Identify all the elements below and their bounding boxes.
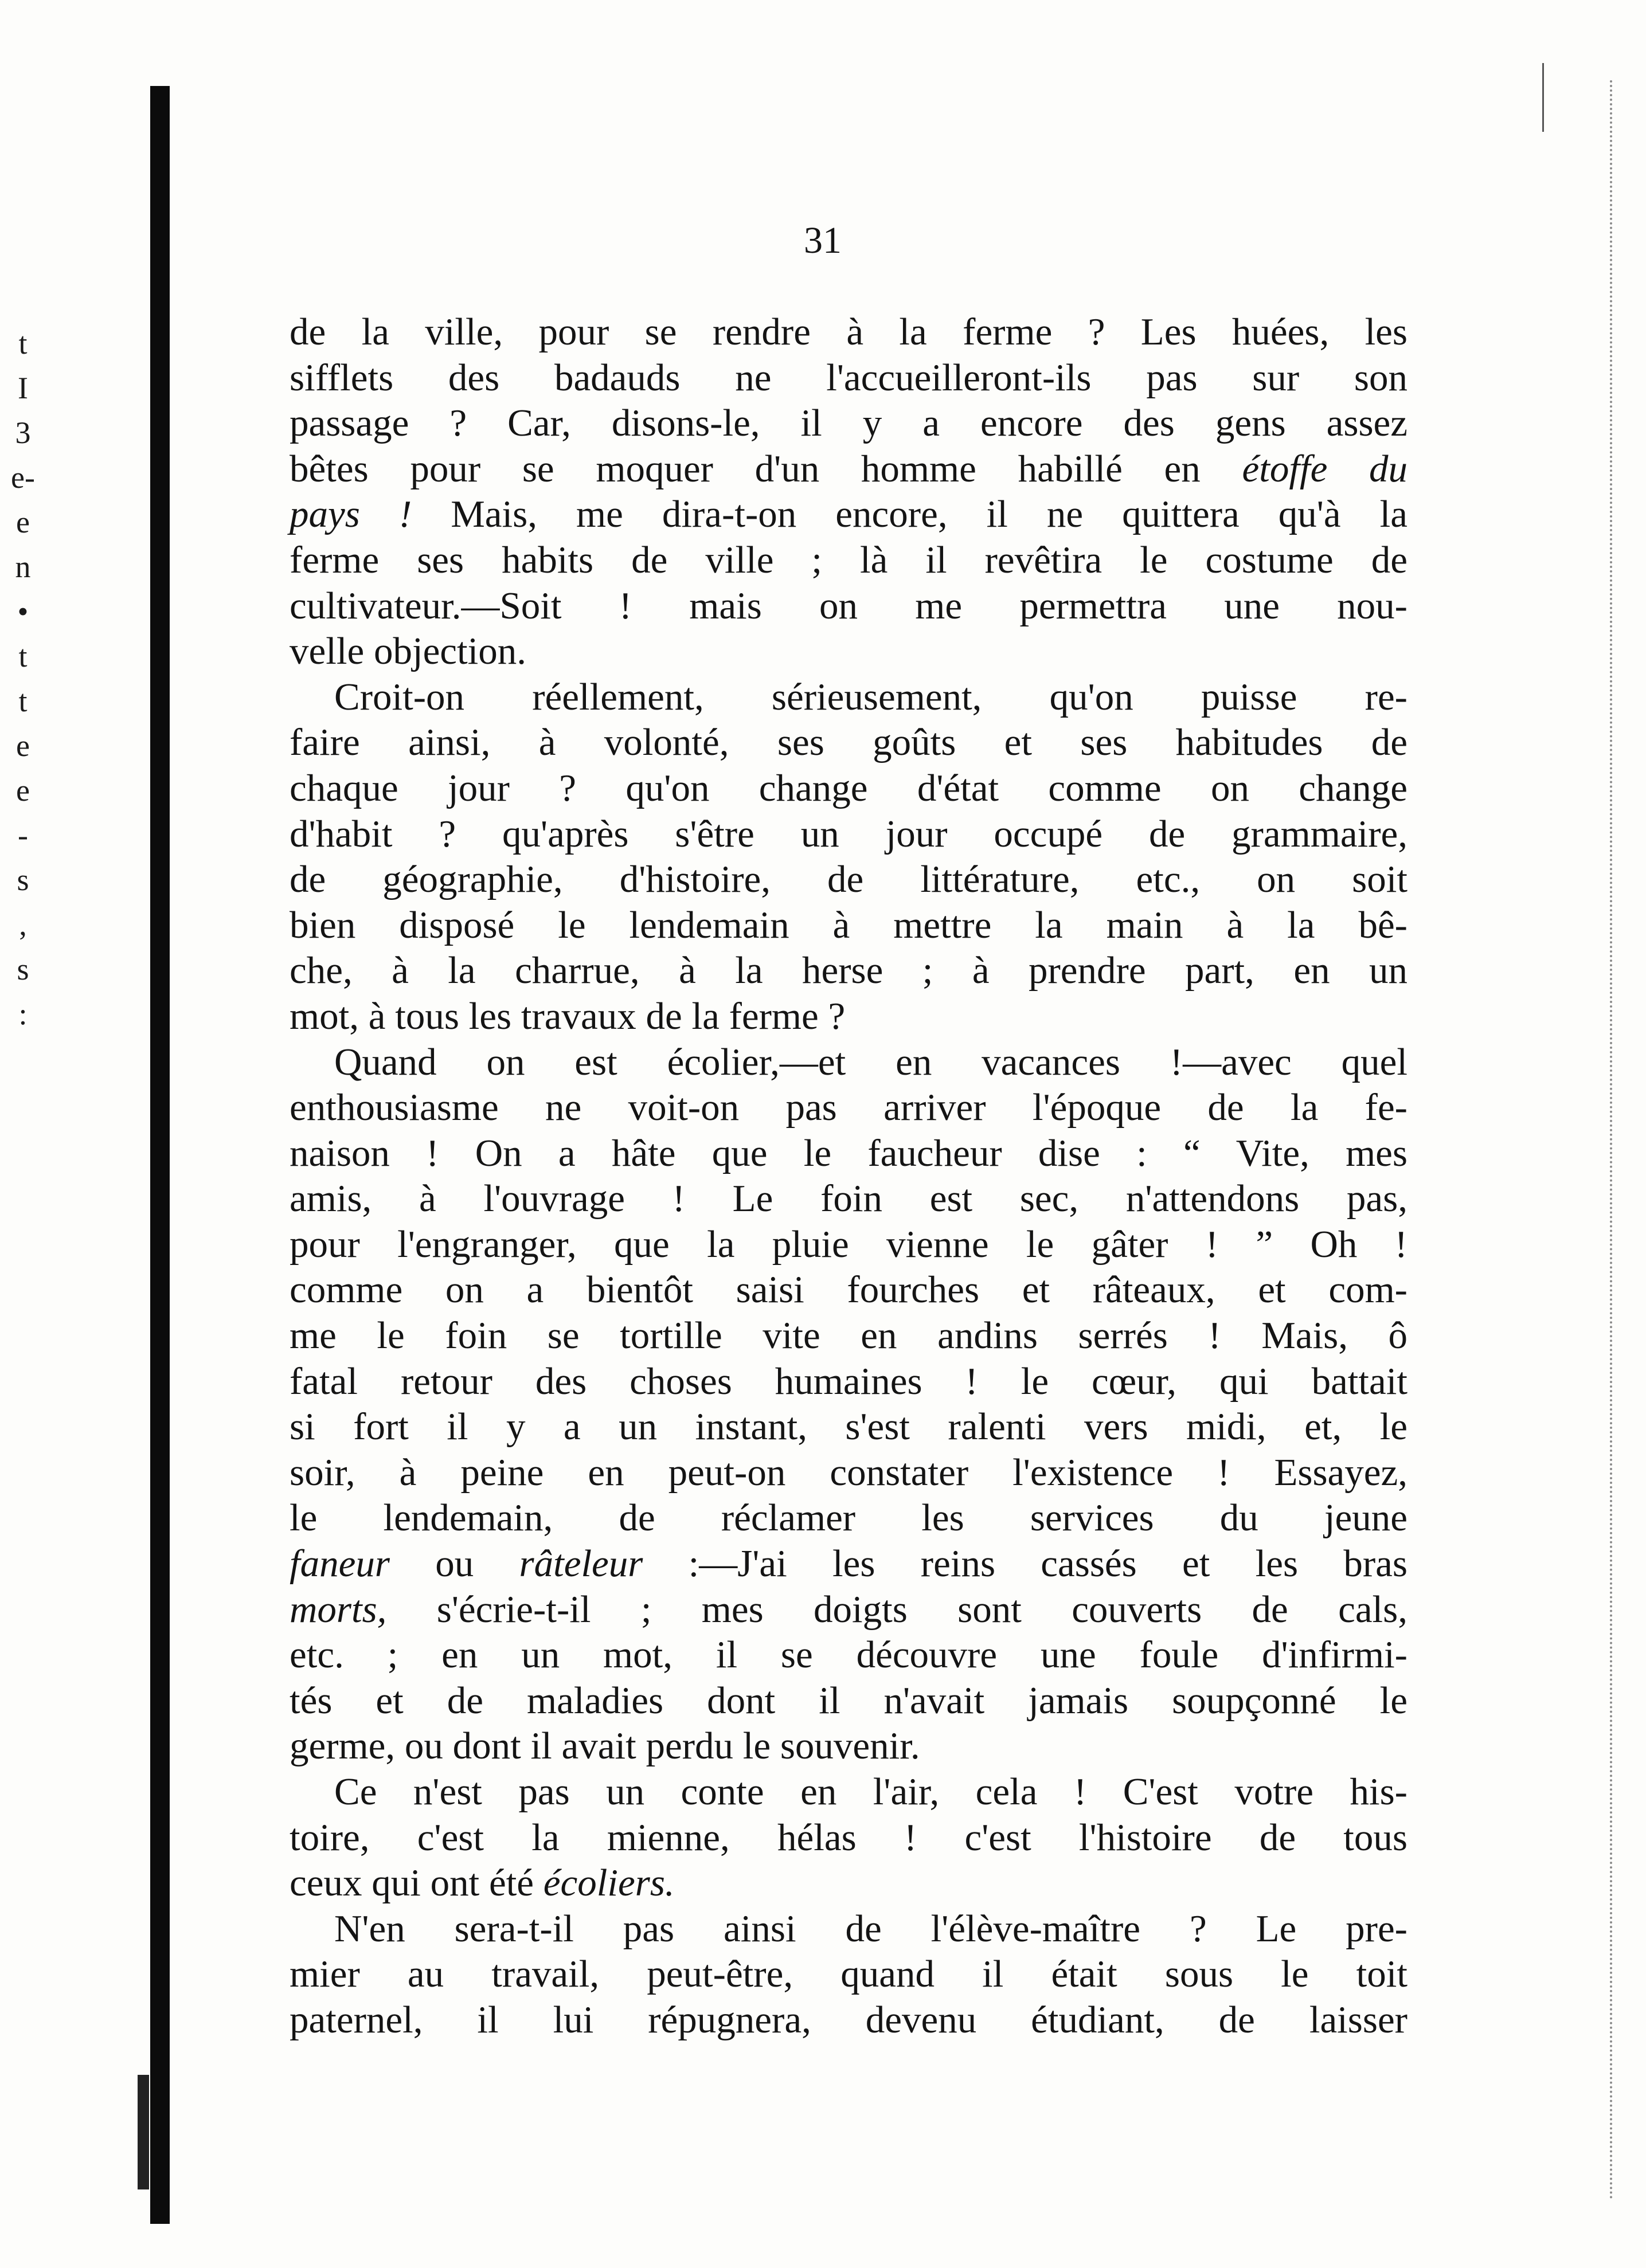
margin-fragment: n <box>15 550 31 584</box>
text-line <box>290 583 1407 629</box>
binding-shadow <box>150 86 170 2224</box>
text-line <box>290 1769 1407 1815</box>
text-line <box>290 1040 1407 1086</box>
text-line <box>290 1587 1407 1633</box>
text-line <box>290 446 1407 492</box>
text-line <box>290 1267 1407 1313</box>
text-segment: amis, à l'ouvrage ! Le foin est sec, n'attendons pas, <box>290 1177 1407 1220</box>
text-line <box>290 903 1407 949</box>
text-line <box>290 1815 1407 1861</box>
text-line <box>290 720 1407 766</box>
text-segment: s'écrie-t-il ; mes doigts sont couverts de cals, <box>386 1588 1407 1631</box>
text-line <box>290 1359 1407 1405</box>
text-segment: ferme ses habits de ville ; là il revêtira le costume de <box>290 538 1407 581</box>
text-segment: si fort il y a un instant, s'est ralenti vers midi, et, le <box>290 1405 1407 1448</box>
page-edge-right <box>1610 80 1614 2201</box>
margin-fragment: t <box>18 639 28 673</box>
margin-fragment: - <box>18 818 28 852</box>
page-edge-mark <box>1542 63 1544 132</box>
italic-text: pays ! <box>290 493 412 536</box>
italic-text: morts, <box>290 1588 387 1631</box>
text-segment: etc. ; en un mot, il se découvre une foule d'infirmi- <box>290 1634 1407 1676</box>
margin-fragment: • <box>17 594 29 629</box>
italic-text: étoffe du <box>1242 447 1407 490</box>
text-segment: pour l'engranger, que la pluie vienne le gâter ! ” Oh ! <box>290 1223 1407 1266</box>
margin-fragment: s <box>17 952 29 986</box>
text-line <box>290 1632 1407 1678</box>
margin-fragment: e- <box>11 460 35 495</box>
margin-fragment: : <box>18 997 28 1031</box>
text-line <box>290 1952 1407 1997</box>
text-segment: ou <box>389 1542 519 1585</box>
text-segment: velle objection. <box>290 630 527 673</box>
body-text <box>290 310 1407 2043</box>
text-line <box>290 1495 1407 1541</box>
text-line <box>290 629 1407 675</box>
text-line <box>290 1131 1407 1177</box>
text-line <box>290 538 1407 583</box>
text-segment: Quand on est écolier,—et en vacances !—avec quel <box>334 1040 1407 1083</box>
text-segment: toire, c'est la mienne, hélas ! c'est l'histoire de tous <box>290 1816 1407 1859</box>
text-segment: Mais, me dira-t-on encore, il ne quittera qu'à la <box>412 493 1407 536</box>
text-line <box>290 492 1407 538</box>
text-segment: me le foin se tortille vite en andins serrés ! Mais, ô <box>290 1314 1407 1357</box>
text-line <box>290 1222 1407 1268</box>
text-segment: soir, à peine en peut-on constater l'existence ! Essayez, <box>290 1451 1407 1494</box>
margin-fragment: t <box>18 326 28 361</box>
text-line <box>290 1085 1407 1131</box>
margin-fragment: s <box>17 863 29 897</box>
text-segment: Croit-on réellement, sérieusement, qu'on puisse re- <box>334 675 1407 718</box>
text-line <box>290 1313 1407 1359</box>
text-segment: tés et de maladies dont il n'avait jamais soupçonné le <box>290 1679 1407 1722</box>
text-segment: ceux qui ont été <box>290 1862 544 1905</box>
text-line <box>290 857 1407 903</box>
page-number: 31 <box>804 220 842 261</box>
margin-fragment: t <box>18 684 28 718</box>
text-segment: cultivateur.—Soit ! mais on me permettra une nou- <box>290 584 1407 627</box>
text-segment: Ce n'est pas un conte en l'air, cela ! C'est votre his- <box>334 1770 1407 1813</box>
text-segment: bien disposé le lendemain à mettre la main à la bê- <box>290 903 1407 946</box>
text-segment: de géographie, d'histoire, de littérature, etc., on soit <box>290 858 1407 901</box>
margin-fragment: , <box>19 907 27 942</box>
text-line <box>290 401 1407 446</box>
text-line <box>290 1404 1407 1450</box>
text-line <box>290 355 1407 401</box>
text-line <box>290 1541 1407 1587</box>
text-line <box>290 1176 1407 1222</box>
text-segment: naison ! On a hâte que le faucheur dise : “ Vite, mes <box>290 1131 1407 1174</box>
text-line <box>290 1997 1407 2043</box>
text-segment: :—J'ai les reins cassés et les bras <box>643 1542 1407 1585</box>
italic-text: faneur <box>290 1542 390 1585</box>
text-line <box>290 812 1407 857</box>
italic-text: écoliers. <box>543 1862 675 1905</box>
text-segment: faire ainsi, à volonté, ses goûts et ses habitudes de <box>290 721 1407 764</box>
margin-fragment: I <box>18 371 28 405</box>
margin-fragment: e <box>16 728 30 763</box>
facing-page-fragments <box>0 321 46 1036</box>
text-line <box>290 1450 1407 1496</box>
text-segment: le lendemain, de réclamer les services du jeune <box>290 1497 1407 1540</box>
text-segment: paternel, il lui répugnera, devenu étudiant, de laisser <box>290 1998 1407 2041</box>
text-line <box>290 675 1407 720</box>
margin-fragment: e <box>16 773 30 808</box>
text-segment: comme on a bientôt saisi fourches et râteaux, et com- <box>290 1268 1407 1311</box>
text-line <box>290 766 1407 812</box>
text-segment: enthousiasme ne voit-on pas arriver l'époque de la fe- <box>290 1086 1407 1129</box>
text-line <box>290 994 1407 1040</box>
text-line <box>290 948 1407 994</box>
margin-fragment: 3 <box>15 416 31 450</box>
margin-fragment: e <box>16 505 30 539</box>
text-segment: d'habit ? qu'après s'être un jour occupé de grammaire, <box>290 812 1407 855</box>
italic-text: râteleur <box>519 1542 643 1585</box>
text-segment: bêtes pour se moquer d'un homme habillé en <box>290 447 1242 490</box>
text-line <box>290 1906 1407 1952</box>
text-segment: germe, ou dont il avait perdu le souvenir. <box>290 1725 920 1768</box>
text-line <box>290 1723 1407 1769</box>
text-segment: mier au travail, peut-être, quand il était sous le toit <box>290 1953 1407 1996</box>
text-line <box>290 1678 1407 1724</box>
text-segment: sifflets des badauds ne l'accueilleront-ils pas sur son <box>290 356 1407 399</box>
text-line <box>290 1860 1407 1906</box>
text-segment: mot, à tous les travaux de la ferme ? <box>290 994 846 1037</box>
text-segment: chaque jour ? qu'on change d'état comme on change <box>290 766 1407 809</box>
text-segment: fatal retour des choses humaines ! le cœur, qui battait <box>290 1360 1407 1403</box>
text-segment: N'en sera-t-il pas ainsi de l'élève-maître ? Le pre- <box>334 1907 1407 1950</box>
binding-shadow-end <box>138 2075 149 2189</box>
text-segment: che, à la charrue, à la herse ; à prendre part, en un <box>290 949 1407 992</box>
text-segment: de la ville, pour se rendre à la ferme ? Les huées, les <box>290 311 1407 353</box>
text-segment: passage ? Car, disons-le, il y a encore des gens assez <box>290 402 1407 445</box>
text-line <box>290 310 1407 355</box>
